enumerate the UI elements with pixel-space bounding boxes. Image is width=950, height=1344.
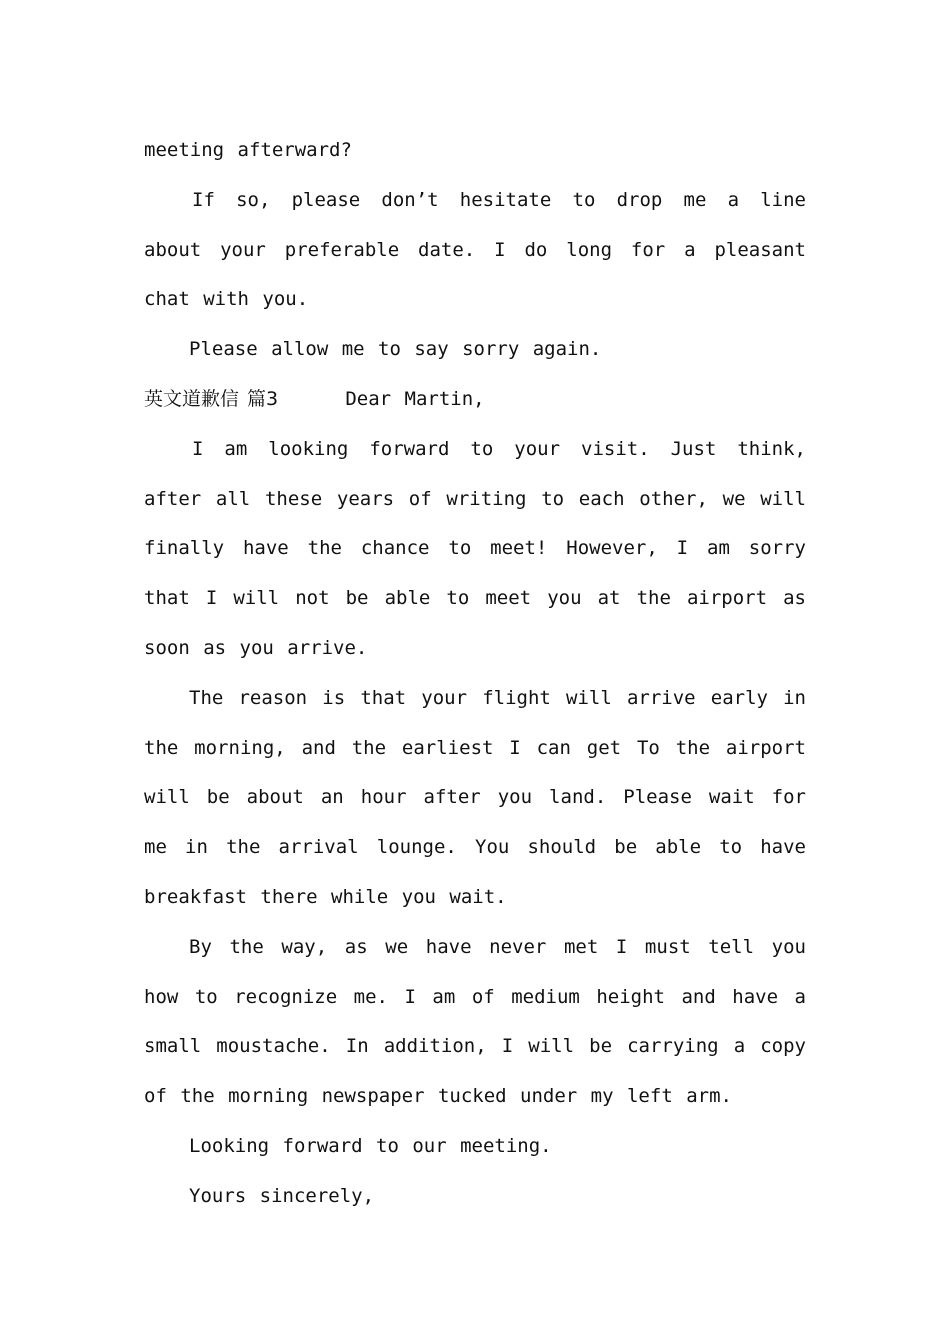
paragraph-continuation: meeting afterward?	[144, 139, 352, 161]
paragraph-reason: The reason is that your flight will arrive early in the morning, and the earliest I can get To the airport will be about an hour after you land. Please wait for me in the arrival lounge. You should be able to have breakfast there while you wait.	[144, 686, 806, 908]
paragraph-closing-wish: Looking forward to our meeting.	[189, 1134, 552, 1157]
section-heading: 英文道歉信 篇3	[144, 387, 279, 410]
letter-salutation: Dear Martin,	[345, 387, 485, 410]
section-heading-line	[144, 375, 806, 425]
letter-signoff: Yours sincerely,	[189, 1184, 375, 1207]
paragraph-recognize: By the way, as we have never met I must tell you how to recognize me. I am of medium height and have a small moustache. In addition, I will be carrying a copy of the morning newspaper tucked under my left arm.	[144, 935, 806, 1108]
document-body	[144, 126, 806, 1222]
paragraph-reply-request: If so, please don’t hesitate to drop me a line about your preferable date. I do long for a pleasant chat with you.	[144, 188, 806, 311]
paragraph-apology-repeat: Please allow me to say sorry again.	[189, 338, 602, 361]
paragraph-visit: I am looking forward to your visit. Just think, after all these years of writing to each other, we will finally have the chance to meet! However, I am sorry that I will not be able to meet you at the airport as soon as you arrive.	[144, 437, 806, 659]
